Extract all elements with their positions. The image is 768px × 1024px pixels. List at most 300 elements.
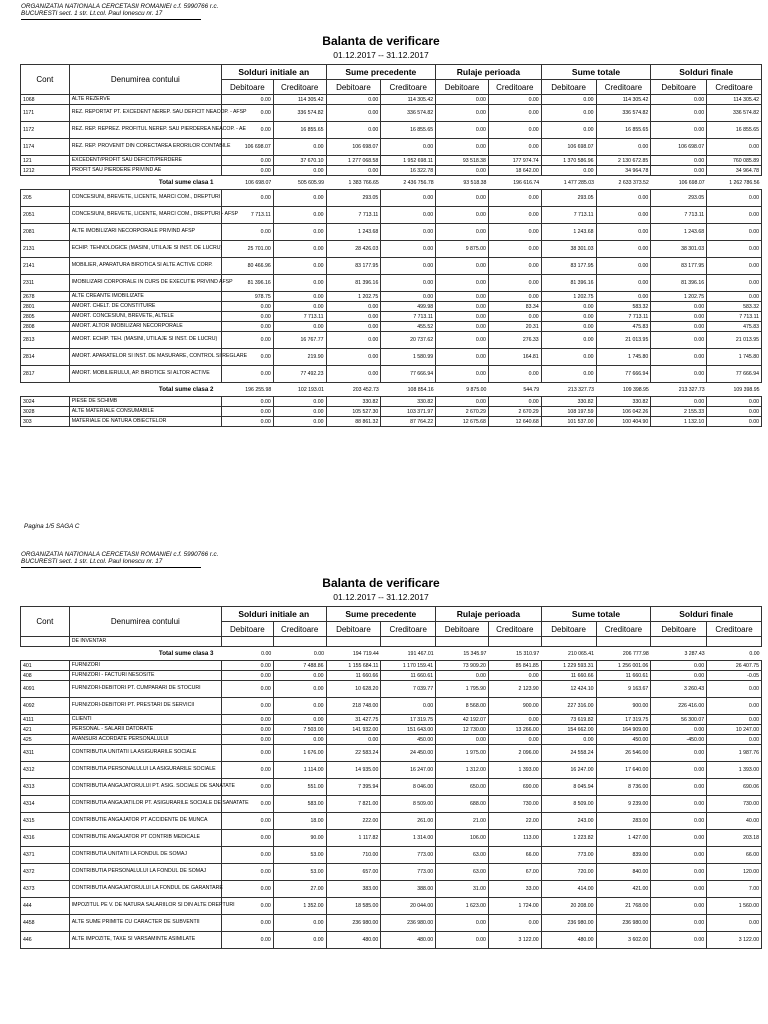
debit-value: 773.00 <box>541 847 596 864</box>
debit-value: 106 698.07 <box>541 139 596 156</box>
account-name: PERSONAL - SALARII DATORATE <box>69 725 221 735</box>
debit-value: 93 518.38 <box>436 176 489 190</box>
account-name: ECHIP. TEHNOLOGICE (MASINI, UTILAJE SI INST. DE LUCRU) <box>69 241 221 258</box>
account-name: CLIENTI <box>69 715 221 725</box>
debit-value: 0.00 <box>651 779 707 796</box>
debit-value: 0.00 <box>221 95 273 105</box>
credit-value: 7 488.86 <box>273 661 326 671</box>
debit-value: 0.00 <box>651 898 707 915</box>
debit-value: 0.00 <box>221 681 273 698</box>
account-row <box>21 745 762 762</box>
debit-value: 0.00 <box>221 647 273 661</box>
debit-value: 236 980.00 <box>541 915 596 932</box>
account-code: 2813 <box>21 332 70 349</box>
credit-value <box>596 637 651 647</box>
credit-value: 0.00 <box>273 275 326 292</box>
account-code: 446 <box>21 932 70 949</box>
credit-value: 499.98 <box>381 302 436 312</box>
debit-value: 73 909.20 <box>436 661 489 671</box>
credit-value: 40.00 <box>707 813 762 830</box>
credit-value: 151 643.00 <box>381 725 436 735</box>
account-row <box>21 207 762 224</box>
debit-value: 1 975.00 <box>436 745 489 762</box>
debit-header: Debitoare <box>326 622 381 637</box>
credit-value: 0.00 <box>381 139 436 156</box>
debit-value: 0.00 <box>221 745 273 762</box>
account-name: ALTE SUME PRIMITE CU CARACTER DE SUBVENTII <box>69 915 221 932</box>
account-code: 4312 <box>21 762 70 779</box>
debit-value: 480.00 <box>541 932 596 949</box>
credit-value: 0.00 <box>707 397 762 407</box>
account-name: CONTRIBUTIA ANGAJATILOR PT. ASIGURARILE SOCIALE DE SANATATE <box>69 796 221 813</box>
credit-value: 0.00 <box>273 166 326 176</box>
account-row <box>21 932 762 949</box>
debit-value: 106 698.07 <box>326 139 381 156</box>
account-row <box>21 241 762 258</box>
credit-value: 840.00 <box>596 864 651 881</box>
debit-value: 213 327.73 <box>541 383 596 397</box>
balance-table <box>20 606 762 949</box>
debit-value: 80 466.96 <box>221 258 273 275</box>
debit-value: 0.00 <box>651 671 707 681</box>
debit-value: 8 509.00 <box>541 796 596 813</box>
account-row <box>21 637 762 647</box>
debit-value: 106 698.07 <box>221 139 273 156</box>
debit-value: 1 795.90 <box>436 681 489 698</box>
account-code: 1174 <box>21 139 70 156</box>
debit-value: 0.00 <box>436 332 489 349</box>
credit-value: 730.00 <box>488 796 541 813</box>
debit-value: 0.00 <box>541 122 596 139</box>
account-name: FURNIZORI-DEBITORI PT. PRESTARI DE SERVICII <box>69 698 221 715</box>
debit-value: 688.00 <box>436 796 489 813</box>
credit-value: 100 404.90 <box>596 417 651 427</box>
credit-value: 336 574.82 <box>273 105 326 122</box>
group-header: Solduri initiale an <box>221 607 326 622</box>
debit-value: 657.00 <box>326 864 381 881</box>
credit-value: 33.00 <box>488 881 541 898</box>
credit-value: 0.00 <box>707 698 762 715</box>
credit-value: 15 310.97 <box>488 647 541 661</box>
account-row <box>21 302 762 312</box>
debit-value: 8 045.94 <box>541 779 596 796</box>
credit-value: 0.00 <box>596 139 651 156</box>
debit-value: 1 229 593.31 <box>541 661 596 671</box>
account-name: AMORT. CHELT. DE CONSTITUIRE <box>69 302 221 312</box>
credit-value: 16 855.65 <box>381 122 436 139</box>
debit-value: 0.00 <box>221 698 273 715</box>
report-period: 01.12.2017 -- 31.12.2017 <box>333 50 429 60</box>
credit-value: 7 713.11 <box>381 312 436 322</box>
credit-value: 583.32 <box>707 302 762 312</box>
account-row <box>21 735 762 745</box>
account-name: EXCEDENT/PROFIT SAU DEFICIT/PIERDERE <box>69 156 221 166</box>
credit-value: 1 427.00 <box>596 830 651 847</box>
account-row <box>21 725 762 735</box>
debit-value: 106 698.07 <box>651 139 707 156</box>
credit-value: 0.00 <box>596 292 651 302</box>
account-code: 205 <box>21 190 70 207</box>
credit-value: 0.00 <box>381 224 436 241</box>
debit-value: 7 713.11 <box>541 207 596 224</box>
debit-value: 7 713.11 <box>326 207 381 224</box>
organization-address: BUCURESTI sect. 1 str. Lt.col. Paul Ionescu nr. 17 <box>21 558 163 565</box>
debit-value: 0.00 <box>436 322 489 332</box>
account-row <box>21 661 762 671</box>
debit-header: Debitoare <box>541 80 596 95</box>
debit-value: 650.00 <box>436 779 489 796</box>
credit-value: 9 163.67 <box>596 681 651 698</box>
credit-value: 583.32 <box>596 302 651 312</box>
credit-header: Creditoare <box>273 80 326 95</box>
credit-value: 2 436 756.78 <box>381 176 436 190</box>
account-row <box>21 779 762 796</box>
account-row <box>21 407 762 417</box>
credit-value: 37 670.10 <box>273 156 326 166</box>
account-name: FURNIZORI - FACTURI NESOSITE <box>69 671 221 681</box>
debit-value: 0.00 <box>221 322 273 332</box>
credit-value: 261.00 <box>381 813 436 830</box>
col-denumire-header: Denumirea contului <box>69 65 221 95</box>
debit-value: 0.00 <box>221 735 273 745</box>
account-name: PROFIT SAU PIERDERE PRIVIND AE <box>69 166 221 176</box>
debit-value: 1 243.68 <box>541 224 596 241</box>
account-name: AVANSURI ACORDATE PERSONALULUI <box>69 735 221 745</box>
debit-value: 227 316.00 <box>541 698 596 715</box>
credit-value: 0.00 <box>707 647 762 661</box>
credit-value: 83.34 <box>488 302 541 312</box>
credit-value: 0.00 <box>273 715 326 725</box>
credit-value: 7 039.77 <box>381 681 436 698</box>
debit-header: Debitoare <box>221 622 273 637</box>
debit-value: 0.00 <box>651 302 707 312</box>
credit-value: 21 013.95 <box>596 332 651 349</box>
credit-value: 551.00 <box>273 779 326 796</box>
credit-value: 0.00 <box>707 275 762 292</box>
account-row <box>21 258 762 275</box>
credit-value: 11 660.61 <box>596 671 651 681</box>
credit-value <box>488 637 541 647</box>
credit-value: 0.00 <box>488 190 541 207</box>
credit-value: 0.00 <box>488 207 541 224</box>
debit-value: 0.00 <box>221 190 273 207</box>
credit-value: 0.00 <box>381 698 436 715</box>
credit-value: 77 492.23 <box>273 366 326 383</box>
credit-value: 0.00 <box>488 915 541 932</box>
credit-value: 773.00 <box>381 864 436 881</box>
debit-value: 480.00 <box>326 932 381 949</box>
account-code: 2081 <box>21 224 70 241</box>
credit-value: 475.83 <box>596 322 651 332</box>
credit-value: 276.33 <box>488 332 541 349</box>
debit-header: Debitoare <box>326 80 381 95</box>
credit-value: 0.00 <box>707 224 762 241</box>
credit-value: 480.00 <box>381 932 436 949</box>
account-row <box>21 292 762 302</box>
account-name: REZ. REP. REPREZ. PROFITUL NEREP. SAU PIERDEREA NEACOP. - AE <box>69 122 221 139</box>
account-name: DE INVENTAR <box>69 637 221 647</box>
credit-value: 0.00 <box>273 417 326 427</box>
report-title: Balanta de verificare <box>322 34 440 48</box>
account-code: 1068 <box>21 95 70 105</box>
credit-value: -0.05 <box>707 671 762 681</box>
credit-value: 0.00 <box>273 671 326 681</box>
account-name: ALTE REZERVE <box>69 95 221 105</box>
debit-value: 0.00 <box>651 122 707 139</box>
debit-value: 0.00 <box>326 95 381 105</box>
account-code: 444 <box>21 898 70 915</box>
credit-header: Creditoare <box>488 622 541 637</box>
account-code: 4313 <box>21 779 70 796</box>
credit-value: 114 305.42 <box>381 95 436 105</box>
account-code: 1171 <box>21 105 70 122</box>
organization-address: BUCURESTI sect. 1 str. Lt.col. Paul Ionescu nr. 17 <box>21 10 163 17</box>
debit-value: 0.00 <box>436 735 489 745</box>
debit-value: 0.00 <box>221 224 273 241</box>
group-header: Sume precedente <box>326 607 436 622</box>
credit-value: 77 666.94 <box>596 366 651 383</box>
credit-value: 1 952 698.11 <box>381 156 436 166</box>
debit-value: 0.00 <box>221 332 273 349</box>
credit-value: 206 777.98 <box>596 647 651 661</box>
debit-value: 1 117.82 <box>326 830 381 847</box>
debit-value: 20 208.00 <box>541 898 596 915</box>
account-row <box>21 349 762 366</box>
credit-value: 22.00 <box>488 813 541 830</box>
credit-value: 18 642.00 <box>488 166 541 176</box>
debit-value: 11 660.66 <box>541 671 596 681</box>
account-name: FURNIZORI-DEBITORI PT. CUMPARARI DE STOCURI <box>69 681 221 698</box>
debit-value: 293.05 <box>326 190 381 207</box>
debit-value: 0.00 <box>541 105 596 122</box>
account-code: 2141 <box>21 258 70 275</box>
credit-value: 0.00 <box>273 322 326 332</box>
credit-value: 13 266.00 <box>488 725 541 735</box>
credit-value: 0.00 <box>596 224 651 241</box>
debit-value: 0.00 <box>326 332 381 349</box>
account-code <box>21 637 70 647</box>
account-code: 425 <box>21 735 70 745</box>
page-footer: Pagina 1/5 SAGA C <box>24 523 80 530</box>
account-row <box>21 715 762 725</box>
group-header: Rulaje perioada <box>436 607 542 622</box>
credit-value: 102 193.01 <box>273 383 326 397</box>
organization-name: ORGANIZATIA NATIONALA CERCETASII ROMANIEI c.f. 5990766 r.c. <box>21 3 219 10</box>
credit-value: 450.00 <box>381 735 436 745</box>
credit-value: 0.00 <box>488 105 541 122</box>
account-code: 4371 <box>21 847 70 864</box>
credit-value: 0.00 <box>707 735 762 745</box>
credit-value: 690.00 <box>488 779 541 796</box>
credit-value: 690.06 <box>707 779 762 796</box>
account-code: 2801 <box>21 302 70 312</box>
credit-value: 1 352.00 <box>273 898 326 915</box>
debit-value: 196 255.98 <box>221 383 273 397</box>
debit-value: 106 698.07 <box>221 176 273 190</box>
debit-value: 0.00 <box>651 830 707 847</box>
debit-value: 15 345.97 <box>436 647 489 661</box>
credit-value: 0.00 <box>707 139 762 156</box>
credit-value: 9 239.00 <box>596 796 651 813</box>
account-code: 1212 <box>21 166 70 176</box>
credit-value: 0.00 <box>488 671 541 681</box>
debit-value: 0.00 <box>436 105 489 122</box>
account-name: ALTE IMOBILIZARI NECORPORALE PRIVIND AFSP <box>69 224 221 241</box>
credit-value: 0.00 <box>381 190 436 207</box>
credit-header: Creditoare <box>488 80 541 95</box>
account-name: IMPOZITUL PE V. DE NATURA SALARIILOR SI DIN ALTE DREPTURI <box>69 898 221 915</box>
account-name: AMORT. MOBILIERULUI, AP. BIROTICE SI ALTOR ACTIVE <box>69 366 221 383</box>
debit-value: 0.00 <box>541 332 596 349</box>
debit-value: 8 568.00 <box>436 698 489 715</box>
credit-value: 0.00 <box>273 139 326 156</box>
debit-value: 0.00 <box>221 166 273 176</box>
credit-value: 20.31 <box>488 322 541 332</box>
credit-value: 0.00 <box>707 681 762 698</box>
debit-value: 0.00 <box>221 796 273 813</box>
account-code: 2051 <box>21 207 70 224</box>
debit-value: 0.00 <box>436 122 489 139</box>
debit-value: 1 623.00 <box>436 898 489 915</box>
credit-value: 0.00 <box>381 207 436 224</box>
debit-value: 0.00 <box>651 312 707 322</box>
account-name: CONTRIBUTIA PERSONALULUI LA FONDUL DE SOMAJ <box>69 864 221 881</box>
credit-value: 17 319.75 <box>596 715 651 725</box>
account-row <box>21 166 762 176</box>
credit-value: 8 046.00 <box>381 779 436 796</box>
debit-value <box>436 637 489 647</box>
credit-value: 236 980.00 <box>596 915 651 932</box>
credit-value: 475.83 <box>707 322 762 332</box>
account-name: MOBILIER, APARATURA BIROTICA SI ALTE ACTIVE CORP. <box>69 258 221 275</box>
credit-value: 505 605.99 <box>273 176 326 190</box>
debit-value: 106 698.07 <box>651 176 707 190</box>
account-code: 2311 <box>21 275 70 292</box>
debit-value: 0.00 <box>651 745 707 762</box>
debit-value: 0.00 <box>221 105 273 122</box>
credit-value: 7.00 <box>707 881 762 898</box>
debit-value: 1 155 684.11 <box>326 661 381 671</box>
credit-value: 0.00 <box>381 292 436 302</box>
credit-value: 0.00 <box>596 275 651 292</box>
account-name: CONTRIBUTIA UNITATII LA ASIGURARILE SOCIALE <box>69 745 221 762</box>
credit-value: 336 574.82 <box>707 105 762 122</box>
class-total-row <box>21 383 762 397</box>
debit-value: 141 932.00 <box>326 725 381 735</box>
credit-value: 1 676.00 <box>273 745 326 762</box>
account-row <box>21 156 762 166</box>
debit-value: 0.00 <box>436 292 489 302</box>
credit-value: 0.00 <box>273 190 326 207</box>
debit-value: 0.00 <box>541 166 596 176</box>
credit-value: 1 170 159.41 <box>381 661 436 671</box>
debit-header: Debitoare <box>651 622 707 637</box>
credit-value: 16 322.78 <box>381 166 436 176</box>
account-row <box>21 224 762 241</box>
account-row <box>21 95 762 105</box>
credit-value: 3 602.00 <box>596 932 651 949</box>
credit-value: 1 724.00 <box>488 898 541 915</box>
credit-value: 0.00 <box>488 397 541 407</box>
debit-value: 0.00 <box>326 302 381 312</box>
credit-header: Creditoare <box>381 622 436 637</box>
credit-value: 18.00 <box>273 813 326 830</box>
account-code: 2808 <box>21 322 70 332</box>
credit-value: 0.00 <box>707 417 762 427</box>
credit-value: 1 114.00 <box>273 762 326 779</box>
debit-value: 1 243.68 <box>326 224 381 241</box>
debit-header: Debitoare <box>221 80 273 95</box>
debit-value: 0.00 <box>651 156 707 166</box>
credit-value: 455.52 <box>381 322 436 332</box>
credit-value: 0.00 <box>273 407 326 417</box>
credit-value: 0.00 <box>488 312 541 322</box>
debit-value: 0.00 <box>651 661 707 671</box>
credit-value: 53.00 <box>273 864 326 881</box>
credit-header: Creditoare <box>273 622 326 637</box>
debit-value: 0.00 <box>436 302 489 312</box>
account-name: AMORT. ECHIP. TEH. (MASINI, UTILAJE SI INST. DE LUCRU) <box>69 332 221 349</box>
debit-value: 106.00 <box>436 830 489 847</box>
debit-header: Debitoare <box>541 622 596 637</box>
credit-value: 3 122.00 <box>707 932 762 949</box>
credit-value: 0.00 <box>707 207 762 224</box>
debit-value: 0.00 <box>651 366 707 383</box>
credit-value: 2 670.29 <box>488 407 541 417</box>
credit-value: 85 841.85 <box>488 661 541 671</box>
debit-value: 0.00 <box>436 207 489 224</box>
debit-value: 0.00 <box>651 105 707 122</box>
credit-value: 0.00 <box>488 735 541 745</box>
debit-value: 293.05 <box>651 190 707 207</box>
debit-value: 0.00 <box>651 915 707 932</box>
credit-value: 0.00 <box>273 735 326 745</box>
account-code: 4314 <box>21 796 70 813</box>
debit-value: 1 202.75 <box>541 292 596 302</box>
debit-value: 222.00 <box>326 813 381 830</box>
report-title: Balanta de verificare <box>322 576 440 590</box>
debit-value: 0.00 <box>221 813 273 830</box>
credit-value: 760 085.89 <box>707 156 762 166</box>
credit-value: 16 247.00 <box>381 762 436 779</box>
group-header: Rulaje perioada <box>436 65 542 80</box>
account-name: ALTE CREANTE IMOBILIZATE <box>69 292 221 302</box>
credit-value: 900.00 <box>488 698 541 715</box>
account-row <box>21 830 762 847</box>
debit-value: 0.00 <box>651 95 707 105</box>
account-row <box>21 671 762 681</box>
credit-value: 17 319.75 <box>381 715 436 725</box>
credit-value: 0.00 <box>707 241 762 258</box>
debit-value: 0.00 <box>541 366 596 383</box>
account-row <box>21 898 762 915</box>
credit-value: 1 256 001.06 <box>596 661 651 671</box>
debit-value: 63.00 <box>436 864 489 881</box>
credit-value: 109 398.95 <box>596 383 651 397</box>
credit-value: 0.00 <box>273 241 326 258</box>
credit-value: 0.00 <box>273 932 326 949</box>
account-code: 2817 <box>21 366 70 383</box>
credit-value: 177 974.74 <box>488 156 541 166</box>
account-code: 2131 <box>21 241 70 258</box>
account-code: 303 <box>21 417 70 427</box>
credit-value: 0.00 <box>273 258 326 275</box>
debit-value: 1 312.00 <box>436 762 489 779</box>
debit-value: 0.00 <box>436 139 489 156</box>
account-code: 2805 <box>21 312 70 322</box>
debit-value: 710.00 <box>326 847 381 864</box>
credit-value: 7 713.11 <box>273 312 326 322</box>
